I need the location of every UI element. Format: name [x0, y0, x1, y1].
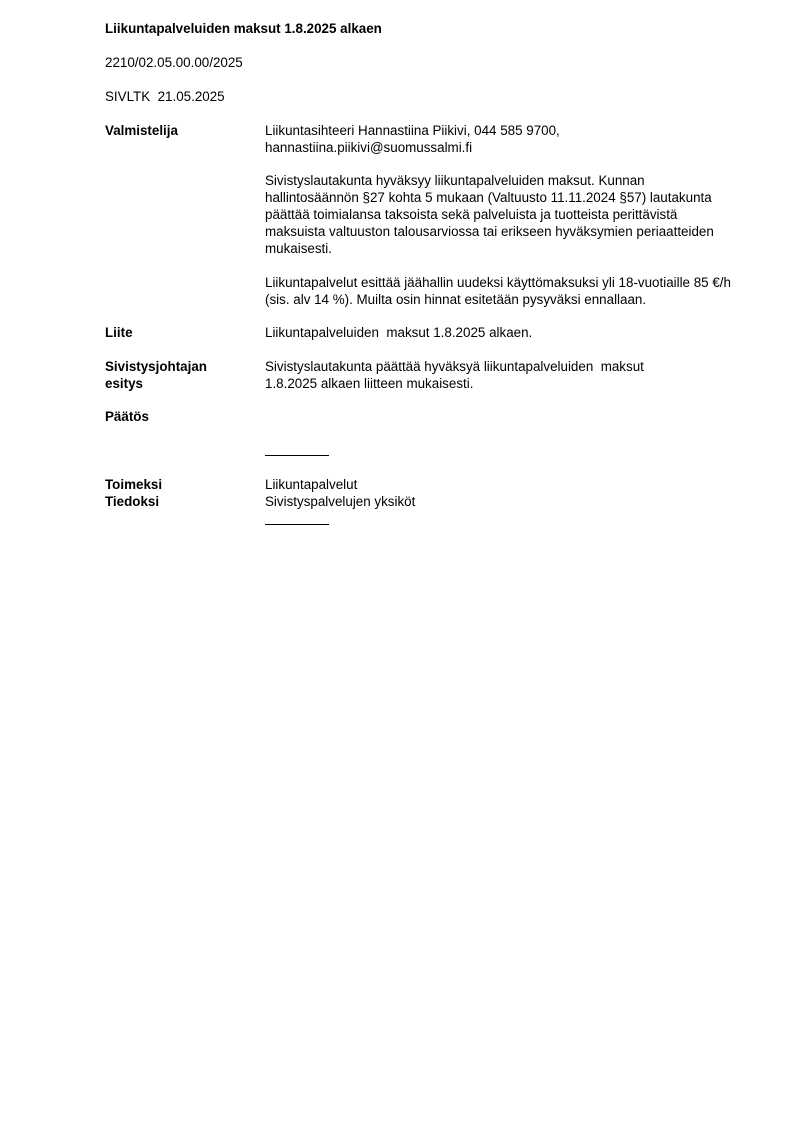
decision-divider [265, 455, 329, 456]
proposal-line2: 1.8.2025 alkaen liitteen mukaisesti. [265, 376, 474, 391]
preparer-email: hannastiina.piikivi@suomussalmi.fi [265, 140, 473, 155]
record-number: 2210/02.05.00.00/2025 [105, 55, 243, 70]
closing-divider [265, 524, 329, 525]
proposal-line1: Sivistyslautakunta päättää hyväksyä liikuntapalveluiden maksut [265, 359, 644, 374]
body-paragraph-1: Sivistyslautakunta hyväksyy liikuntapalveluiden maksut. Kunnan hallintosäännön §27 kohta 5 mukaan (Valtuusto 11.11.2024 §57) lautakunta päättää toimialansa taksoista sekä palveluista ja tuotteista perittävistä maksuista valtuuston talousarviossa tai erikseen hyväksymien periaatteiden mukaisesti. [265, 173, 714, 256]
for-action-text: Liikuntapalvelut [265, 477, 358, 492]
for-action-label: Toimeksi [105, 477, 163, 492]
preparer-section [265, 122, 735, 156]
proposal-label [105, 358, 207, 392]
proposal-text [265, 358, 735, 392]
preparer-label: Valmistelija [105, 123, 178, 138]
attachment-text: Liikuntapalveluiden maksut 1.8.2025 alkaen. [265, 325, 533, 340]
attachment-label: Liite [105, 325, 133, 340]
meeting-reference: SIVLTK 21.05.2025 [105, 89, 225, 104]
decision-label: Päätös [105, 409, 149, 424]
body-text [265, 172, 735, 308]
proposal-label-line2: esitys [105, 376, 143, 391]
body-paragraph-2: Liikuntapalvelut esittää jäähallin uudeksi käyttömaksuksi yli 18-vuotiaille 85 €/h (sis. alv 14 %). Muilta osin hinnat esitetään pysyväksi ennallaan. [265, 275, 731, 307]
for-information-text: Sivistyspalvelujen yksiköt [265, 494, 416, 509]
for-information-label: Tiedoksi [105, 494, 160, 509]
preparer-contact: Liikuntasihteeri Hannastiina Piikivi, 044 585 9700, [265, 123, 560, 138]
document-title: Liikuntapalveluiden maksut 1.8.2025 alkaen [105, 21, 382, 36]
proposal-label-line1: Sivistysjohtajan [105, 359, 207, 374]
